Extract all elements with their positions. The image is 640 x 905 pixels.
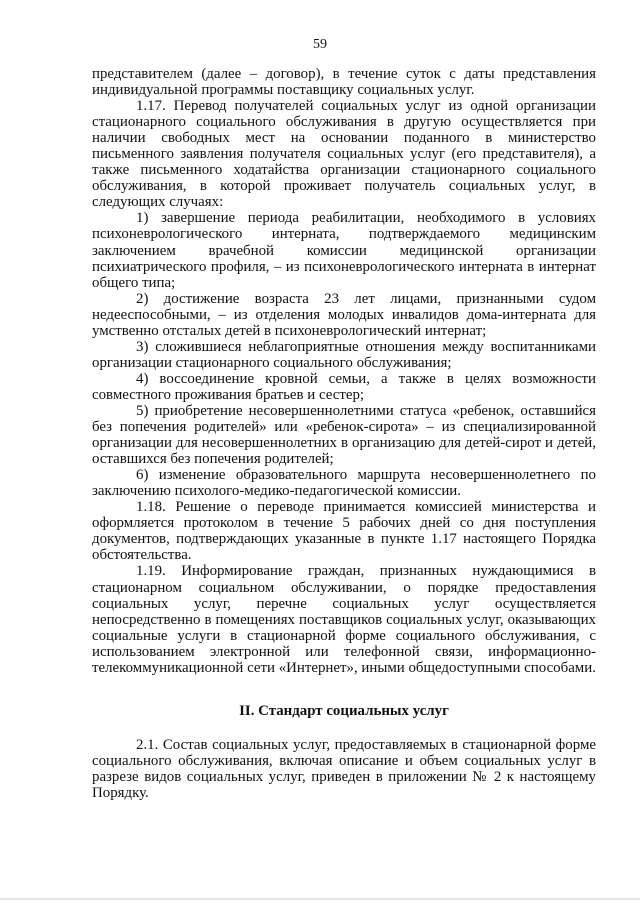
list-item-6: 6) изменение образовательного маршрута несовершеннолетнего по заключению психолого-медико-педагогической комиссии. (92, 467, 596, 500)
list-item-4: 4) воссоединение кровной семьи, а также в целях возможности совместного проживания братьев и сестер; (92, 370, 596, 403)
page-bottom-edge (0, 898, 640, 900)
list-item-1: 1) завершение периода реабилитации, необходимого в условиях психоневрологического интерната, подтверждаемого медицинским заключением врачебной комиссии медицинской организации психиатрического профиля, – из психоневрологического интерната в интернат общего типа; (92, 210, 596, 291)
paragraph-continuation: представителем (далее – договор), в течение суток с даты представления индивидуальной программы поставщику социальных услуг. (92, 66, 596, 99)
list-item-3: 3) сложившиеся неблагоприятные отношения между воспитанниками организации стационарного социального обслуживания; (92, 338, 596, 371)
list-item-2: 2) достижение возраста 23 лет лицами, признанными судом недееспособными, – из отделения молодых инвалидов дома-интерната для умственно отсталых детей в психоневрологический интернат; (92, 290, 596, 339)
paragraph-2-1: 2.1. Состав социальных услуг, предоставляемых в стационарной форме социального обслуживания, включая описание и объем социальных услуг в разрезе видов социальных услуг, приведен в приложении № 2 к настоящему Порядку. (92, 736, 596, 801)
paragraph-1-18: 1.18. Решение о переводе принимается комиссией министерства и оформляется протоколом в течение 5 рабочих дней со дня поступления документов, подтверждающих указанные в пункте 1.17 настоящего Порядка обстоятельства. (92, 499, 596, 564)
list-item-5: 5) приобретение несовершеннолетними статуса «ребенок, оставшийся без попечения родителей» или «ребенок-сирота» – из специализированной организации для несовершеннолетних в организацию для детей-сирот и детей, оставшихся без попечения родителей; (92, 402, 596, 468)
section-heading: II. Стандарт социальных услуг (239, 702, 449, 719)
page-number: 59 (313, 37, 327, 52)
document-body (92, 66, 596, 801)
paragraph-1-17: 1.17. Перевод получателей социальных услуг из одной организации стационарного социального обслуживания в другую осуществляется при наличии свободных мест на основании поданного в министерство письменного заявления получателя социальных услуг (его представителя), а также письменного ходатайства организации стационарного социального обслуживания, в которой проживает получатель социальных услуг, в следующих случаях: (92, 98, 596, 211)
paragraph-1-19: 1.19. Информирование граждан, признанных нуждающимися в стационарном социальном обслуживании, о порядке предоставления социальных услуг, перечне социальных услуг осуществляется непосредственно в помещениях поставщиков социальных услуг, оказывающих социальные услуги в стационарной форме социального обслуживания, с использованием электронной или телефонной связи, информационно-телекоммуникационной сети «Интернет», иными общедоступными способами. (92, 563, 596, 676)
